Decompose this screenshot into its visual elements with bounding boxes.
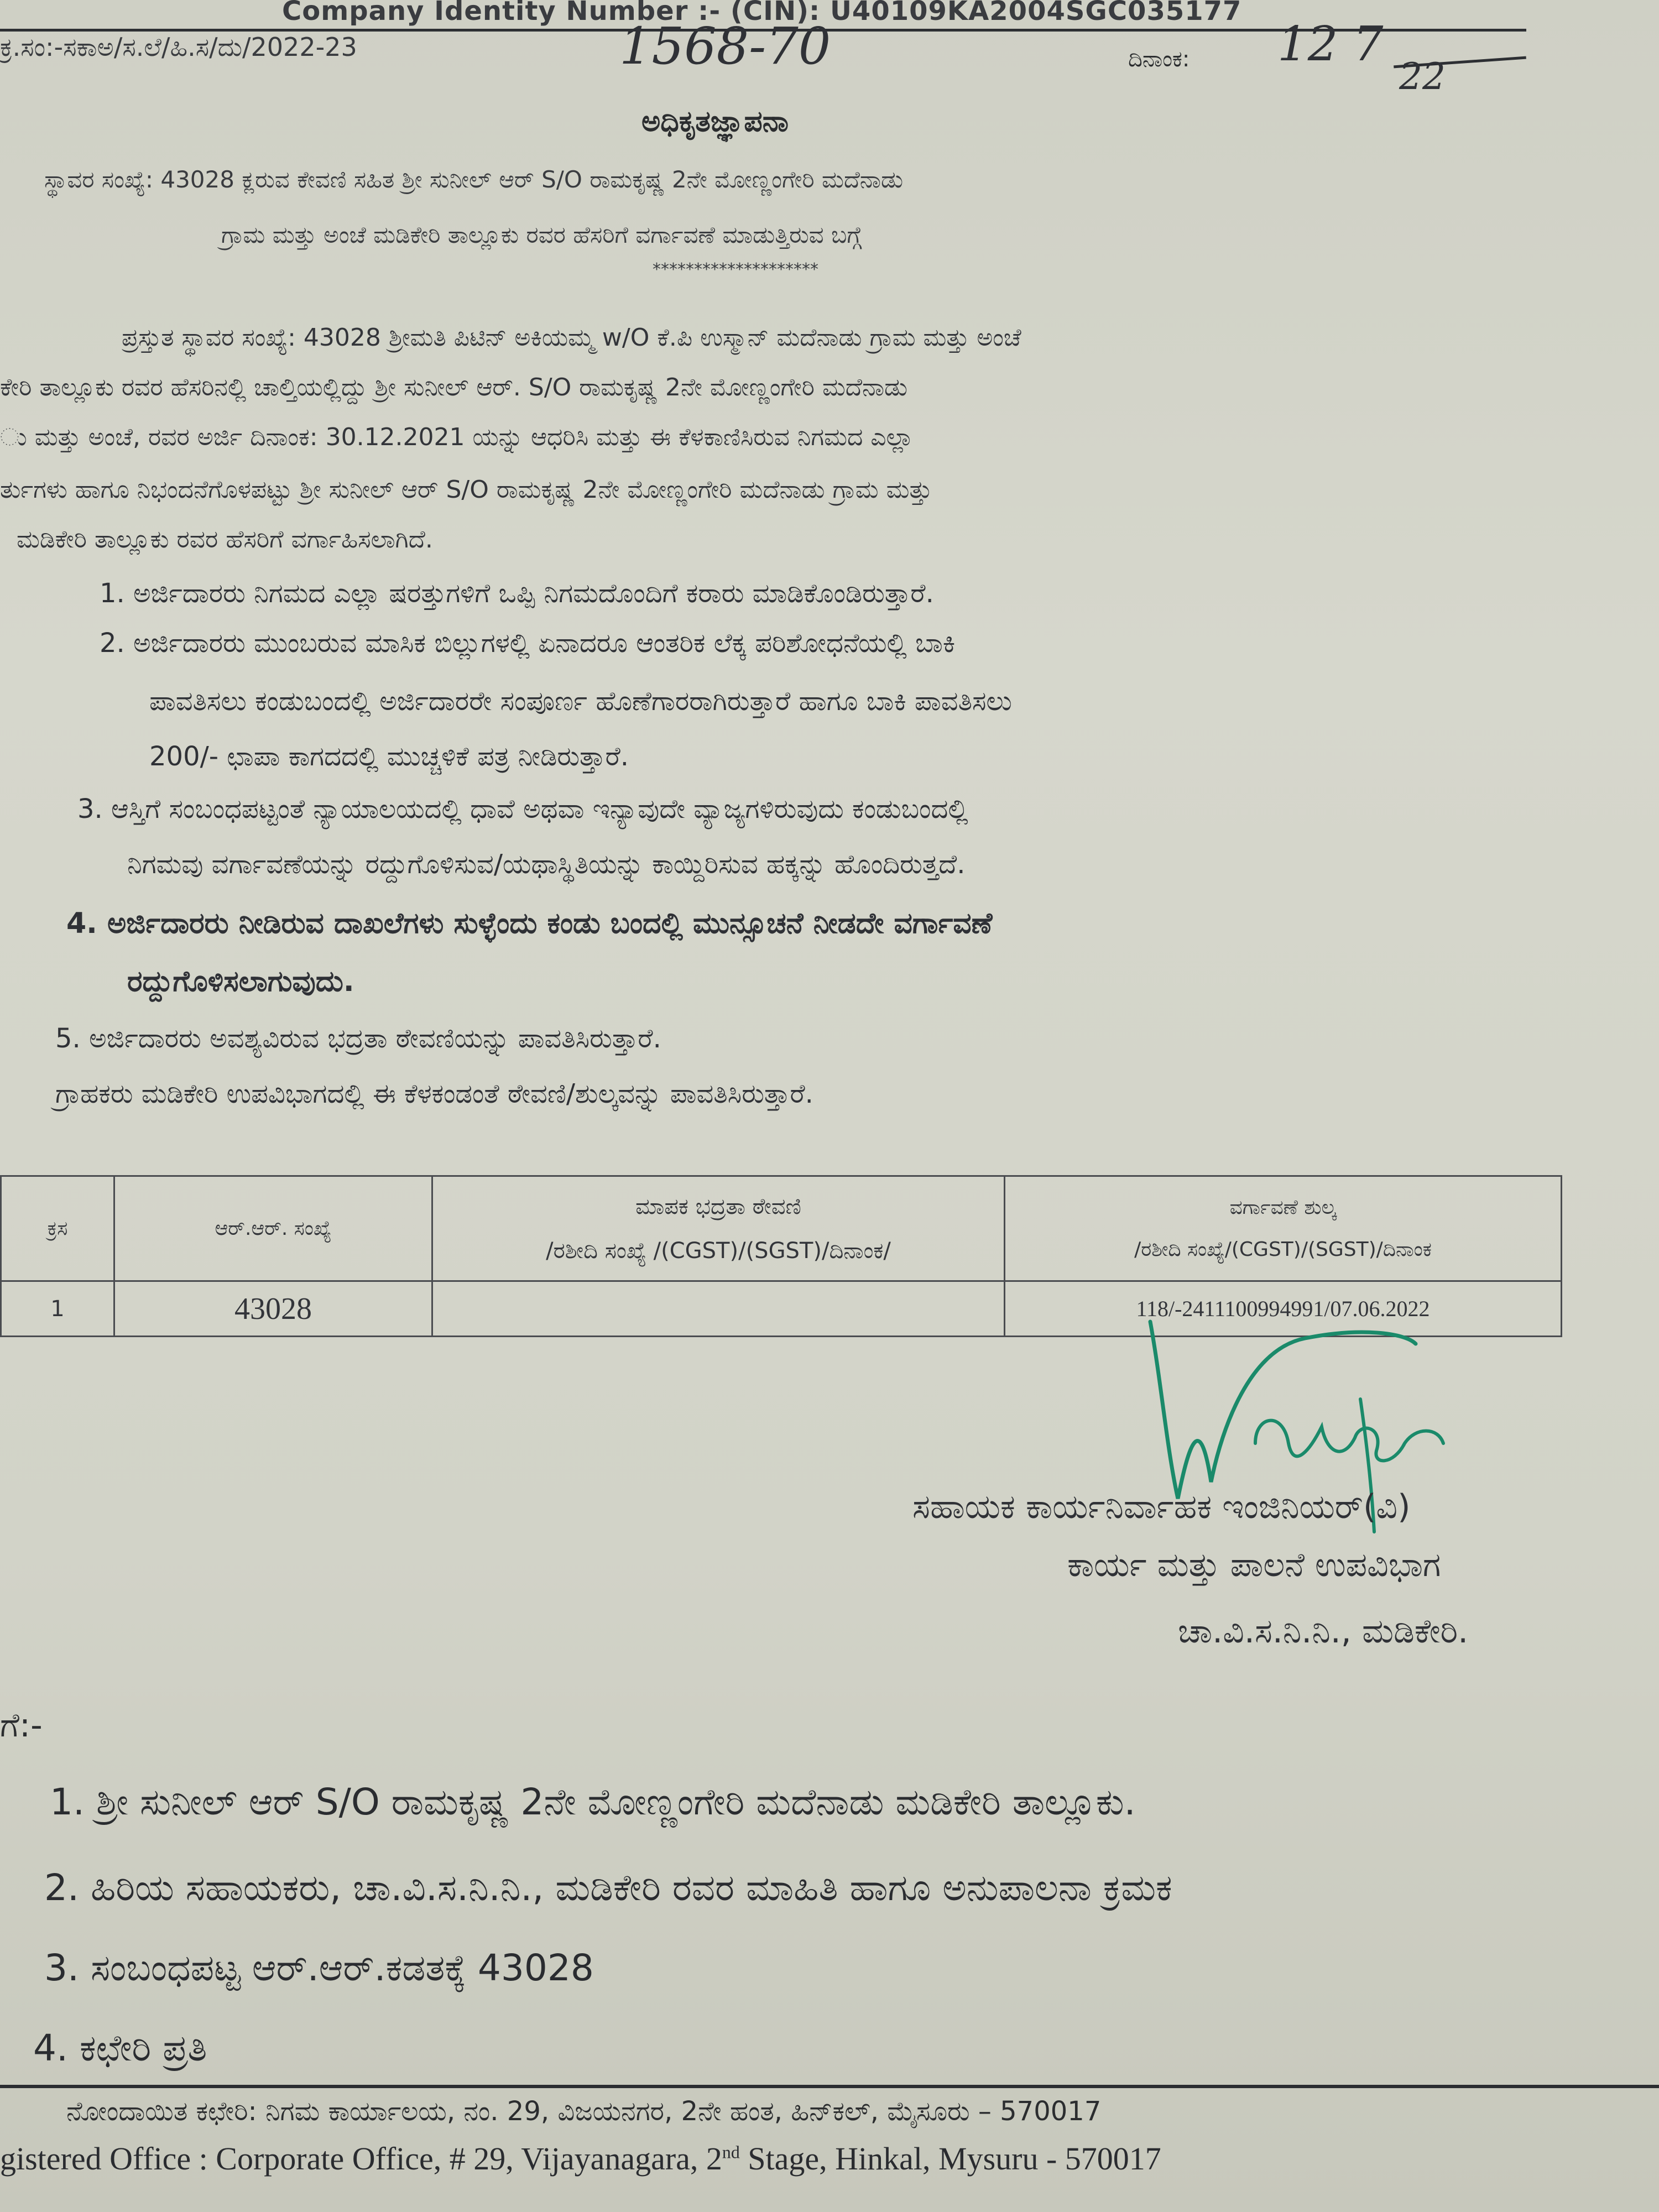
condition-item: 5. ಅರ್ಜಿದಾರರು ಅವಶ್ಯವಿರುವ ಭದ್ರತಾ ಠೇವಣಿಯನ್ನು ಪಾವತಿಸಿರುತ್ತಾರೆ. [55,1023,661,1054]
cell-sl-no: 1 [1,1281,114,1337]
condition-item-continued: 200/- ಛಾಪಾ ಕಾಗದದಲ್ಲಿ ಮುಚ್ಚಳಿಕೆ ಪತ್ರ ನೀಡಿರುತ್ತಾರೆ. [149,741,629,772]
subject-line: ಸ್ಥಾವರ ಸಂಖ್ಯೆ: 43028 ಕ್ಲರುವ ಕೇವಣಿ ಸಹಿತ ಶ್ರೀ ಸುನೀಲ್ ಆರ್ S/O ರಾಮಕೃಷ್ಣ 2ನೇ ಮೋಣ್ಣಂಗೇರಿ ಮದೆನಾಡು [44,166,904,193]
condition-item-continued: ಪಾವತಿಸಲು ಕಂಡುಬಂದಲ್ಲಿ ಅರ್ಜಿದಾರರೇ ಸಂಪೂರ್ಣ ಹೊಣೆಗಾರರಾಗಿರುತ್ತಾರೆ ಹಾಗೂ ಬಾಕಿ ಪಾವತಿಸಲು [149,686,1012,717]
condition-item: 4. ಅರ್ಜಿದಾರರು ನೀಡಿರುವ ದಾಖಲೆಗಳು ಸುಳ್ಳೆಂದು ಕಂಡು ಬಂದಲ್ಲಿ ಮುನ್ಸೂಚನೆ ನೀಡದೇ ವರ್ಗಾವಣೆ [66,907,993,940]
header-deposit-title: ಮಾಪಕ ಭದ್ರತಾ ಠೇವಣಿ [635,1193,801,1219]
body-line: ಮಡಿಕೇರಿ ತಾಲ್ಲೂಕು ರವರ ಹೆಸರಿಗೆ ವರ್ಗಾಹಿಸಲಾಗಿದೆ. [17,525,433,554]
document-title: ಅಧಿಕೃತಜ್ಞಾಪನಾ [641,105,789,138]
body-line: ಕೇರಿ ತಾಲ್ಲೂಕು ರವರ ಹೆಸರಿನಲ್ಲಿ ಚಾಲ್ತಿಯಲ್ಲಿದ್ದು ಶ್ರೀ ಸುನೀಲ್ ಆರ್. S/O ರಾಮಕೃಷ್ಣ 2ನೇ ಮೋಣ್ಣಂಗೇರಿ ಮದೆನಾಡು [0,373,907,401]
fee-table [0,1175,1562,1337]
copy-to-item: 2. ಹಿರಿಯ ಸಹಾಯಕರು, ಚಾ.ವಿ.ಸ.ನಿ.ನಿ., ಮಡಿಕೇರಿ ರವರ ಮಾಹಿತಿ ಹಾಗೂ ಅನುಪಾಲನಾ ಕ್ರಮಕ [44,1866,1172,1909]
signatory-designation: ಸಹಾಯಕ ಕಾರ್ಯನಿರ್ವಾಹಕ ಇಂಜಿನಿಯರ್(ವಿ) [912,1488,1411,1526]
signature-stroke [1150,1322,1416,1499]
condition-item-continued: ರದ್ದುಗೊಳಿಸಲಾಗುವುದು. [127,965,354,998]
condition-item: 1. ಅರ್ಜಿದಾರರು ನಿಗಮದ ಎಲ್ಲಾ ಷರತ್ತುಗಳಿಗೆ ಒಪ್ಪಿ ನಿಗಮದೊಂದಿಗೆ ಕರಾರು ಮಾಡಿಕೊಂಡಿರುತ್ತಾರೆ. [100,578,934,609]
header-rr-number: ಆರ್.ಆರ್. ಸಂಖ್ಯೆ [114,1176,432,1281]
body-line: ರ್ತುಗಳು ಹಾಗೂ ನಿಭಂದನೆಗೊಳಪಟ್ಟು ಶ್ರೀ ಸುನೀಲ್ ಆರ್ S/O ರಾಮಕೃಷ್ಣ 2ನೇ ಮೋಣ್ಣಂಗೇರಿ ಮದೆನಾಡು ಗ್ರಾಮ ಮತ್ತು [0,476,932,504]
signatory-office: ಚಾ.ವಿ.ಸ.ನಿ.ನಿ., ಮಡಿಕೇರಿ. [1178,1612,1469,1651]
condition-item: 2. ಅರ್ಜಿದಾರರು ಮುಂಬರುವ ಮಾಸಿಕ ಬಿಲ್ಲುಗಳಲ್ಲಿ ಏನಾದರೂ ಆಂತರಿಕ ಲೆಕ್ಕ ಪರಿಶೋಧನೆಯಲ್ಲಿ ಬಾಕಿ [100,628,956,659]
cell-transfer-fee: 118/-2411100994991/07.06.2022 [1005,1281,1562,1337]
cell-deposit [432,1281,1005,1337]
handwritten-date: 12 7 [1277,17,1384,72]
copy-to-item: 4. ಕಛೇರಿ ಪ್ರತಿ [33,2027,207,2069]
copy-to-label: ಗೆ:- [0,1706,43,1745]
footer-address-part: Stage, Hinkal, Mysuru - 570017 [739,2141,1161,2177]
condition-item-continued: ನಿಗಮವು ವರ್ಗಾವಣೆಯನ್ನು ರದ್ದುಗೊಳಿಸುವ/ಯಥಾಸ್ಥಿತಿಯನ್ನು ಕಾಯ್ದಿರಿಸುವ ಹಕ್ಕನ್ನು ಹೊಂದಿರುತ್ತದೆ. [127,849,966,880]
handwritten-dispatch-number: 1568-70 [619,17,831,76]
header-transfer-fee [1005,1176,1562,1281]
copy-to-item: 1. ಶ್ರೀ ಸುನೀಲ್ ಆರ್ S/O ರಾಮಕೃಷ್ಣ 2ನೇ ಮೋಣ್ಣಂಗೇರಿ ಮದೆನಾಡು ಮಡಿಕೇರಿ ತಾಲ್ಲೂಕು. [50,1781,1136,1823]
footer-address-kannada: ನೋಂದಾಯಿತ ಕಛೇರಿ: ನಿಗಮ ಕಾರ್ಯಾಲಯ, ನಂ. 29, ವಿಜಯನಗರ, 2ನೇ ಹಂತ, ಹಿನ್‌ಕಲ್, ಮೈಸೂರು – 570017 [66,2096,1102,2127]
cell-rr-number: 43028 [114,1281,432,1337]
footer-address-part: gistered Office : Corporate Office, # 29, Vijayanagara, 2 [0,2141,722,2177]
handwritten-date-year: 22 [1399,55,1446,98]
condition-item: 3. ಆಸ್ತಿಗೆ ಸಂಬಂಧಪಟ್ಟಂತೆ ನ್ಯಾಯಾಲಯದಲ್ಲಿ ಧಾವೆ ಅಥವಾ ಇನ್ಯಾವುದೇ ವ್ಯಾಜ್ಯಗಳಿರುವುದು ಕಂಡುಬಂದಲ್ಲಿ [77,794,968,825]
body-line: ು ಮತ್ತು ಅಂಚೆ, ರವರ ಅರ್ಜಿ ದಿನಾಂಕ: 30.12.2021 ಯನ್ನು ಆಧರಿಸಿ ಮತ್ತು ಈ ಕೆಳಕಾಣಿಸಿರುವ ನಿಗಮದ ಎಲ್ಲಾ [0,423,914,451]
body-line: ಪ್ರಸ್ತುತ ಸ್ಥಾವರ ಸಂಖ್ಯೆ: 43028 ಶ್ರೀಮತಿ ಪಿಟಿನ್ ಅಕಿಯಮ್ಮ w/O ಕೆ.ಪಿ ಉಸ್ಮಾನ್ ಮದೆನಾಡು ಗ್ರಾಮ ಮತ್ತು ಅಂಚೆ [122,324,1021,352]
footer-rule [0,2085,1659,2088]
header-fee-receipt: /ರಶೀದಿ ಸಂಖ್ಯೆ/(CGST)/(SGST)/ದಿನಾಂಕ [1134,1238,1432,1261]
company-cin: Company Identity Number :- (CIN): U40109KA2004SGC035177 [282,0,1242,27]
header-fee-title: ವರ್ಗಾವಣೆ ಶುಲ್ಕ [1229,1196,1337,1219]
subject-separator: ******************** [653,260,818,279]
date-label: ದಿನಾಂಕ: [1128,46,1190,72]
reference-number: ಕ್ರ.ಸಂ:-ಸಕಾಅ/ಸ.ಲೆ/ಹಿ.ಸ/ದು/2022-23 [0,32,357,62]
table-header-row [1,1176,1562,1281]
header-deposit-receipt: /ರಶೀದಿ ಸಂಖ್ಯೆ /(CGST)/(SGST)/ದಿನಾಂಕ/ [546,1238,891,1264]
footer-address-superscript: nd [722,2142,740,2162]
header-sl-no: ಕ್ರಸ [1,1176,114,1281]
signature-stroke [1255,1421,1443,1461]
copy-to-item: 3. ಸಂಬಂಧಪಟ್ಟ ಆರ್.ಆರ್.ಕಡತಕ್ಕೆ 43028 [44,1947,594,1989]
subject-line: ಗ್ರಾಮ ಮತ್ತು ಅಂಚೆ ಮಡಿಕೇರಿ ತಾಲ್ಲೂಕು ರವರ ಹೆಸರಿಗೆ ವರ್ಗಾವಣೆ ಮಾಡುತ್ತಿರುವ ಬಗ್ಗೆ [221,221,862,248]
footer-address-english [0,2140,1161,2177]
payment-note: ಗ್ರಾಹಕರು ಮಡಿಕೇರಿ ಉಪವಿಭಾಗದಲ್ಲಿ ಈ ಕೆಳಕಂಡಂತೆ ಠೇವಣಿ/ಶುಲ್ಕವನ್ನು ಪಾವತಿಸಿರುತ್ತಾರೆ. [55,1078,813,1109]
signatory-division: ಕಾರ್ಯ ಮತ್ತು ಪಾಲನೆ ಉಪವಿಭಾಗ [1067,1546,1441,1584]
header-deposit [432,1176,1005,1281]
